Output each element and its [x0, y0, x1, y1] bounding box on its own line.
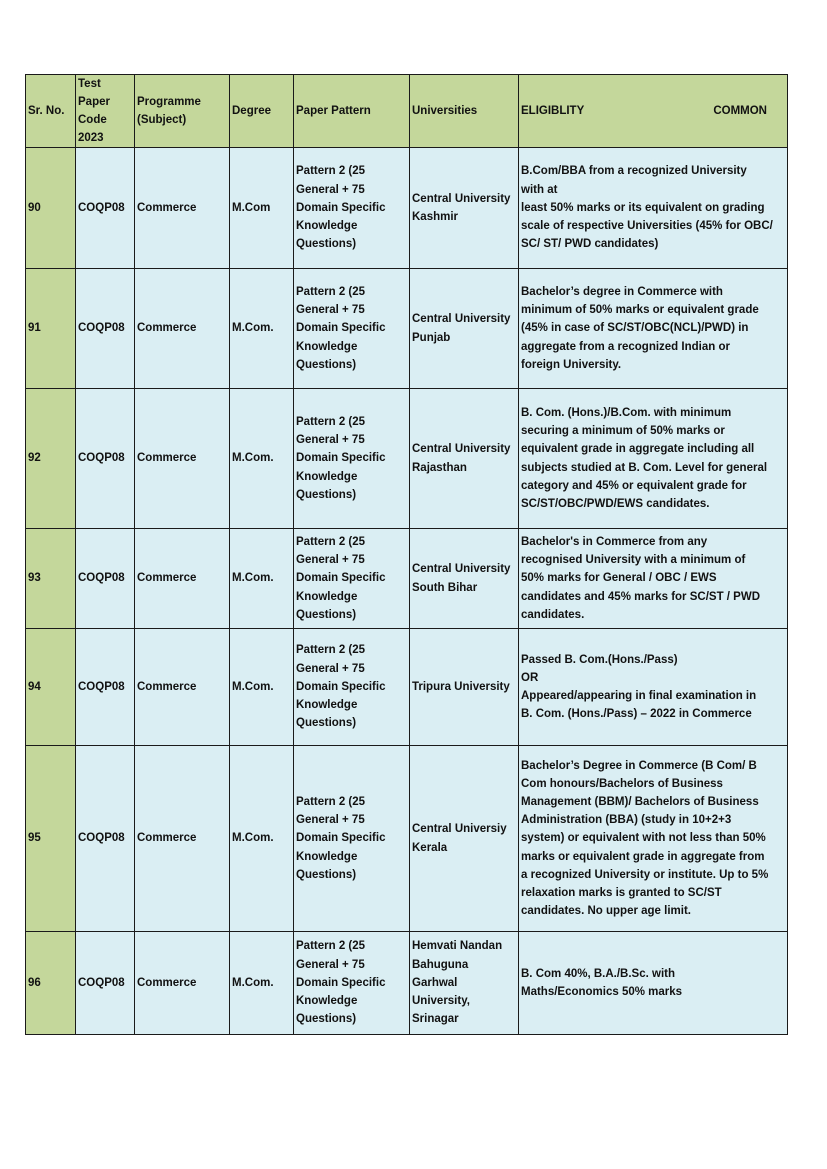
cell-degree: M.Com.: [230, 529, 294, 629]
header-paper-pattern: Paper Pattern: [294, 75, 410, 148]
cell-pattern: Pattern 2 (25 General + 75 Domain Specific Knowledge Questions): [294, 932, 410, 1035]
cell-programme: Commerce: [135, 148, 230, 269]
cell-eligibility: Passed B. Com.(Hons./Pass) OR Appeared/appearing in final examination in B. Com. (Hons./Pass) – 2022 in Commerce: [519, 629, 788, 746]
cell-university: Tripura University: [410, 629, 519, 746]
table-row: [26, 529, 788, 629]
cell-degree: M.Com: [230, 148, 294, 269]
cell-code: COQP08: [76, 629, 135, 746]
cell-eligibility: B. Com. (Hons.)/B.Com. with minimum securing a minimum of 50% marks or equivalent grade in aggregate including all subjects studied at B. Com. Level for general category and 45% or equivalent grade for SC/ST/OBC/PWD/EWS candidates.: [519, 389, 788, 529]
cell-degree: M.Com.: [230, 746, 294, 932]
cell-pattern: Pattern 2 (25 General + 75 Domain Specific Knowledge Questions): [294, 529, 410, 629]
cell-code: COQP08: [76, 148, 135, 269]
cell-university: Central University South Bihar: [410, 529, 519, 629]
cell-pattern: Pattern 2 (25 General + 75 Domain Specific Knowledge Questions): [294, 746, 410, 932]
cell-sr-no: 92: [26, 389, 76, 529]
header-common-label: COMMON: [713, 105, 767, 117]
cell-pattern: Pattern 2 (25 General + 75 Domain Specific Knowledge Questions): [294, 269, 410, 389]
header-row: [26, 75, 788, 148]
cell-sr-no: 93: [26, 529, 76, 629]
cell-sr-no: 91: [26, 269, 76, 389]
cell-programme: Commerce: [135, 529, 230, 629]
table-row: [26, 746, 788, 932]
table-row: [26, 932, 788, 1035]
cell-code: COQP08: [76, 529, 135, 629]
cell-programme: Commerce: [135, 269, 230, 389]
cell-eligibility: Bachelor's in Commerce from any recognised University with a minimum of 50% marks for General / OBC / EWS candidates and 45% marks for SC/ST / PWD candidates.: [519, 529, 788, 629]
cell-pattern: Pattern 2 (25 General + 75 Domain Specific Knowledge Questions): [294, 629, 410, 746]
cell-pattern: Pattern 2 (25 General + 75 Domain Specific Knowledge Questions): [294, 389, 410, 529]
table-row: [26, 629, 788, 746]
header-programme: Programme (Subject): [135, 75, 230, 148]
cell-code: COQP08: [76, 746, 135, 932]
cell-university: Hemvati Nandan Bahuguna Garhwal University, Srinagar: [410, 932, 519, 1035]
header-eligibility: [519, 75, 788, 148]
cell-programme: Commerce: [135, 746, 230, 932]
cell-sr-no: 94: [26, 629, 76, 746]
header-eligibility-label: ELIGIBLITY: [521, 105, 585, 117]
cell-eligibility: B.Com/BBA from a recognized University with at least 50% marks or its equivalent on grading scale of respective Universities (45% for OBC/ SC/ ST/ PWD candidates): [519, 148, 788, 269]
cell-sr-no: 90: [26, 148, 76, 269]
cell-code: COQP08: [76, 269, 135, 389]
cell-university: Central University Rajasthan: [410, 389, 519, 529]
cell-degree: M.Com.: [230, 389, 294, 529]
cell-sr-no: 96: [26, 932, 76, 1035]
header-degree: Degree: [230, 75, 294, 148]
cell-university: Central Universiy Kerala: [410, 746, 519, 932]
eligibility-table: [25, 74, 788, 1035]
cell-programme: Commerce: [135, 389, 230, 529]
cell-university: Central University Kashmir: [410, 148, 519, 269]
header-universities: Universities: [410, 75, 519, 148]
cell-pattern: Pattern 2 (25 General + 75 Domain Specific Knowledge Questions): [294, 148, 410, 269]
cell-university: Central University Punjab: [410, 269, 519, 389]
table-row: [26, 269, 788, 389]
cell-code: COQP08: [76, 389, 135, 529]
cell-programme: Commerce: [135, 932, 230, 1035]
cell-sr-no: 95: [26, 746, 76, 932]
cell-degree: M.Com.: [230, 269, 294, 389]
cell-degree: M.Com.: [230, 629, 294, 746]
cell-degree: M.Com.: [230, 932, 294, 1035]
table-row: [26, 389, 788, 529]
header-test-paper-code: Test Paper Code 2023: [76, 75, 135, 148]
cell-eligibility: Bachelor’s degree in Commerce with minimum of 50% marks or equivalent grade (45% in case of SC/ST/OBC(NCL)/PWD) in aggregate from a recognized Indian or foreign University.: [519, 269, 788, 389]
table-row: [26, 148, 788, 269]
cell-programme: Commerce: [135, 629, 230, 746]
header-sr-no: Sr. No.: [26, 75, 76, 148]
cell-code: COQP08: [76, 932, 135, 1035]
cell-eligibility: Bachelor’s Degree in Commerce (B Com/ B Com honours/Bachelors of Business Management (BBM)/ Bachelors of Business Administration (BBA) (study in 10+2+3 system) or equivalent with not less than 50% marks or equivalent grade in aggregate from a recognized University or institute. Up to 5% relaxation marks is granted to SC/ST candidates. No upper age limit.: [519, 746, 788, 932]
cell-eligibility: B. Com 40%, B.A./B.Sc. with Maths/Economics 50% marks: [519, 932, 788, 1035]
